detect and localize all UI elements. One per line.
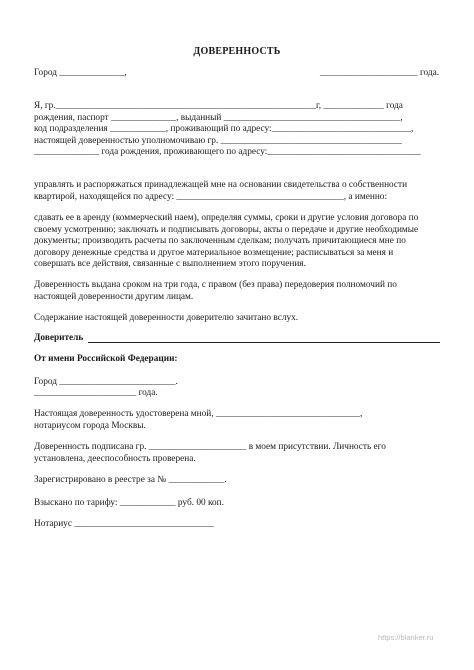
- watermark-text: https://blanker.ru: [378, 633, 434, 642]
- date-line: _____________________ года.: [320, 68, 440, 78]
- signed-line-1: Доверенность подписана гр. _____________________ в моем присутствии. Личность его: [34, 442, 386, 452]
- paragraph-read-aloud: Содержание настоящей доверенности доверителю зачитано вслух.: [34, 313, 299, 323]
- principal-name-line: Я, гр.________________________________________________________г, _____________ года: [34, 101, 403, 111]
- paragraph-rent-line-4: договору денежные средства и другое материальное возмещение; расписываться за меня и: [34, 248, 394, 258]
- document-title: ДОВЕРЕННОСТЬ: [193, 46, 281, 57]
- paragraph-manage-line-1: управлять и распоряжаться принадлежащей мне на основании свидетельства о собственности: [34, 180, 408, 190]
- russian-federation-heading: От имени Российской Федерации:: [34, 354, 178, 364]
- registry-line: Зарегистрировано в реестре за № ____________.: [34, 475, 227, 485]
- notary-signature-line: Нотариус ______________________________: [34, 519, 214, 529]
- fee-line: Взыскано по тарифу: ____________ руб. 00 коп.: [34, 498, 224, 508]
- paragraph-rent-line-5: совершать все действия, связанные с выполнением этого поручения.: [34, 259, 306, 269]
- notary-city-line: Город _________________________.: [34, 377, 178, 387]
- signed-line-2: установлена, дееспособность проверена.: [34, 454, 196, 464]
- notary-date-line: ______________________ года.: [34, 388, 158, 398]
- attorney-address-line: ______________ года рождения, проживающего по адресу:_________________________________: [34, 147, 421, 157]
- address-line: код подразделения ____________, проживающий по адресу:______________________________,: [34, 124, 414, 134]
- principal-signature-rule: [88, 342, 440, 343]
- paragraph-rent-line-2: своему усмотрению; заключать и подписывать договоры, акты о передаче и другие необходимые: [34, 225, 419, 235]
- paragraph-rent-line-3: документы; производить расчеты по заключенным сделкам; получать причитающиеся мне по: [34, 236, 406, 246]
- city-line: Город ______________,: [34, 68, 127, 78]
- paragraph-rent-line-1: сдавать ее в аренду (коммерческий наем), определяя суммы, сроки и другие условия договора по: [34, 213, 419, 223]
- certified-line-2: нотариусом города Москвы.: [34, 421, 146, 431]
- paragraph-term-line-2: настоящей доверенности другим лицам.: [34, 292, 194, 302]
- attorney-line: настоящей доверенностью уполномочиваю гр. _______________________________________: [34, 136, 402, 146]
- passport-line: рождения, паспорт ______________, выданный ______________________________________,: [34, 113, 403, 123]
- paragraph-manage-line-2: квартирой, находящейся по адресу: ____________________________________, а именно:: [34, 192, 388, 202]
- paragraph-term-line-1: Доверенность выдана сроком на три года, с правом (без права) передоверия полномочий по: [34, 280, 397, 290]
- principal-signature-label: Доверитель: [34, 333, 84, 343]
- certified-line-1: Настоящая доверенность удостоверена мной, _______________________________,: [34, 409, 363, 419]
